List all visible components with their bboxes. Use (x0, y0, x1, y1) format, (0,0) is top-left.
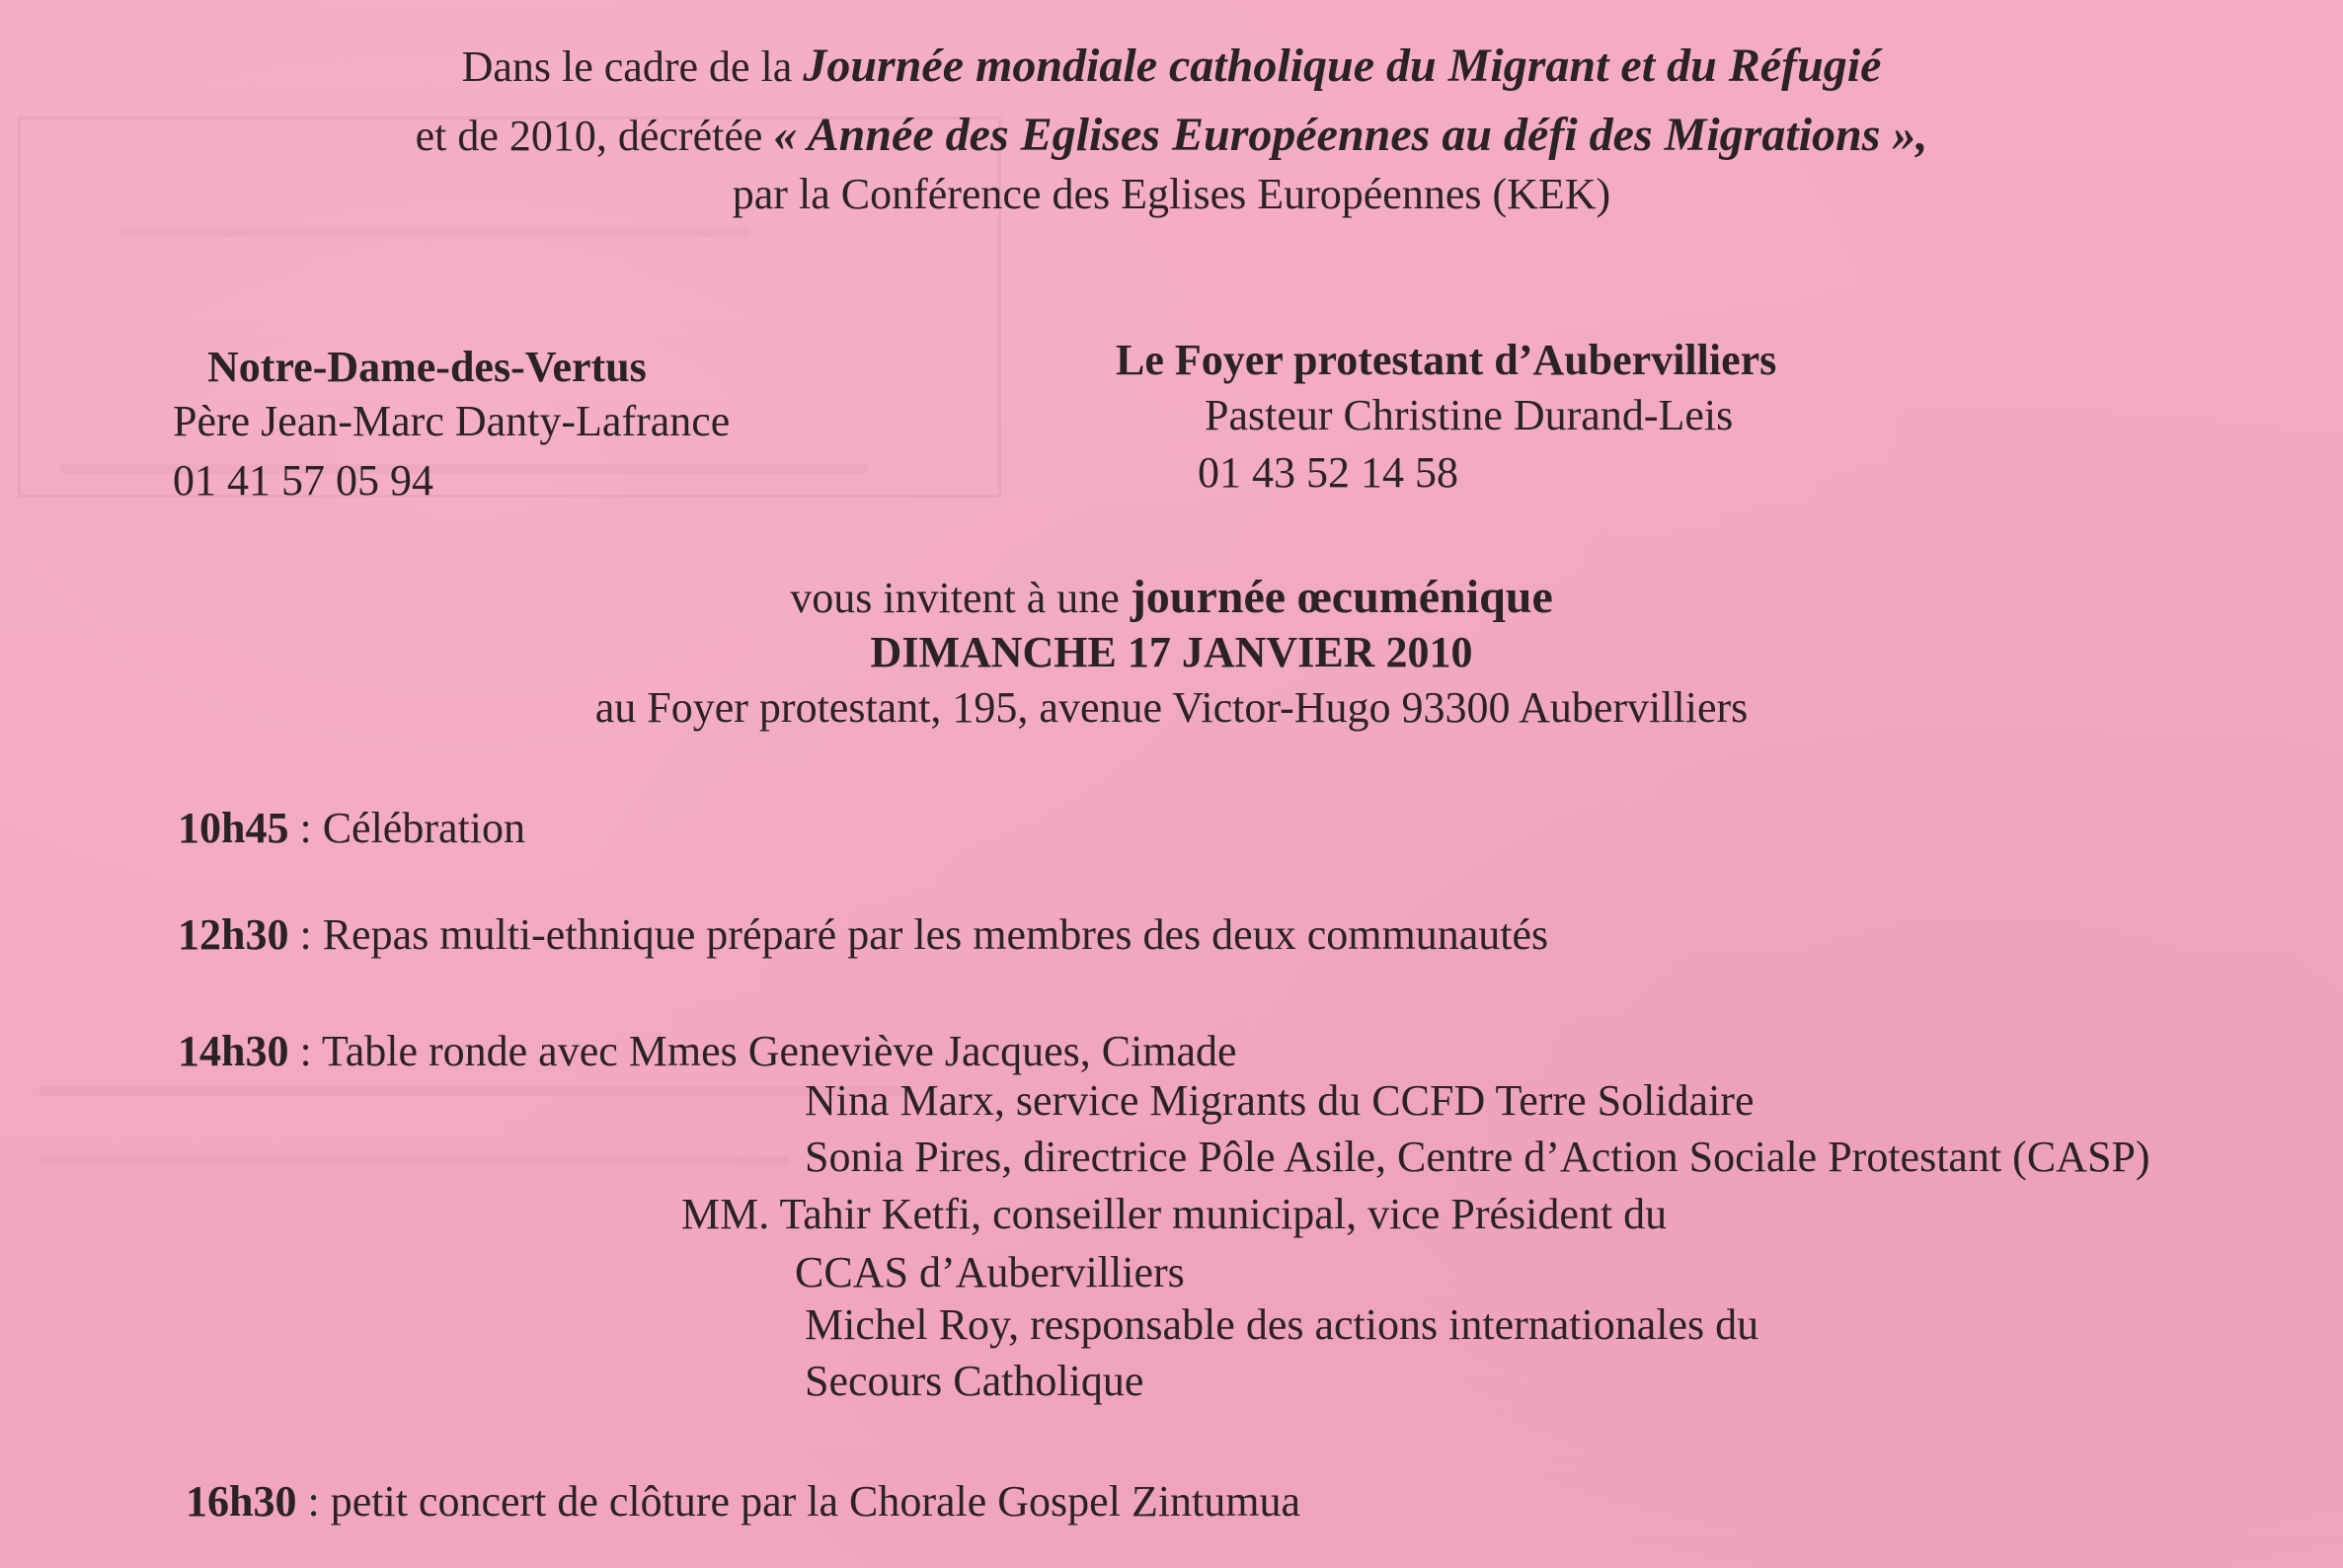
header-line-2 (0, 109, 2343, 163)
invitation-prefix: vous invitent à une (790, 574, 1131, 622)
panel-line: Nina Marx, service Migrants du CCFD Terre Solidaire (805, 1076, 1755, 1125)
panel-line: MM. Tahir Ketfi, conseiller municipal, vice Président du (681, 1190, 1668, 1238)
program-text: : Table ronde avec Mmes Geneviève Jacques, Cimade (288, 1027, 1237, 1075)
program-item (178, 1025, 1237, 1078)
show-through-line (39, 1155, 790, 1165)
header-year-title: « Année des Eglises Européennes au défi des Migrations », (773, 109, 1928, 161)
program-time: 12h30 (178, 910, 289, 959)
header-event-title: Journée mondiale catholique du Migrant et du Réfugié (803, 39, 1882, 92)
host-left-phone: 01 41 57 05 94 (173, 456, 433, 505)
host-left-person: Père Jean-Marc Danty-Lafrance (173, 397, 731, 445)
header-line-1-prefix: Dans le cadre de la (461, 42, 804, 91)
program-text: : Célébration (288, 804, 525, 852)
host-left-name: Notre-Dame-des-Vertus (207, 343, 647, 391)
panel-line: Michel Roy, responsable des actions internationales du (805, 1300, 1759, 1349)
program-item (178, 802, 525, 855)
invitation-address: au Foyer protestant, 195, avenue Victor-Hugo 93300 Aubervilliers (594, 683, 1749, 732)
host-right-phone: 01 43 52 14 58 (1198, 448, 1458, 497)
program-text: : Repas multi-ethnique préparé par les membres des deux communautés (288, 910, 1549, 959)
program-time: 10h45 (178, 804, 289, 852)
header-line-1 (0, 39, 2343, 94)
host-right-name: Le Foyer protestant d’Aubervilliers (1116, 336, 1777, 384)
invitation-date: DIMANCHE 17 JANVIER 2010 (870, 628, 1473, 676)
invitation-emphasis: journée œcuménique (1130, 571, 1553, 623)
panel-line: Sonia Pires, directrice Pôle Asile, Centre d’Action Sociale Protestant (CASP) (805, 1133, 2150, 1181)
header-line-3: par la Conférence des Eglises Européennes (KEK) (732, 170, 1611, 218)
invitation-line (0, 571, 2343, 625)
panel-line: Secours Catholique (805, 1357, 1144, 1405)
program-time: 16h30 (186, 1477, 297, 1526)
program-item (186, 1475, 1300, 1529)
panel-line: CCAS d’Aubervilliers (795, 1248, 1185, 1296)
program-time: 14h30 (178, 1027, 289, 1075)
show-through-line (118, 227, 750, 237)
host-right-person: Pasteur Christine Durand-Leis (1205, 391, 1734, 439)
program-item (178, 908, 1548, 962)
show-through-line (39, 1086, 908, 1096)
program-text: : petit concert de clôture par la Chorale Gospel Zintumua (296, 1477, 1301, 1526)
header-line-2-prefix: et de 2010, décrétée (415, 112, 774, 160)
